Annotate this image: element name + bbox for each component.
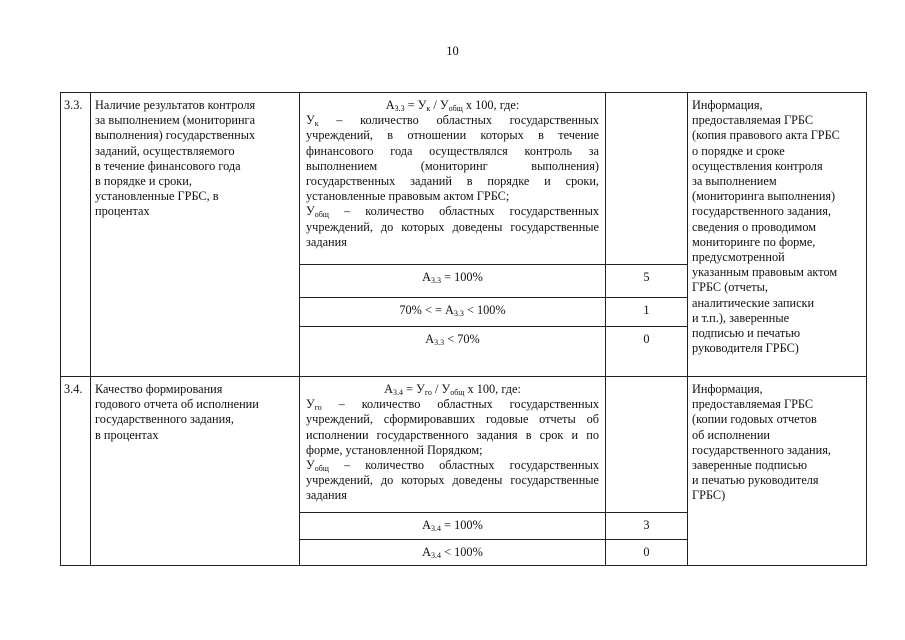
score-points: 5 [606,265,688,298]
condition-subscript: 3.3 [453,309,464,318]
score-points: 0 [606,540,688,566]
information-line: об исполнении [692,427,771,442]
score-condition [300,327,606,377]
formula-div: / У [430,98,449,112]
information-line: руководителя ГРБС) [692,341,799,356]
criterion-name [91,377,300,566]
criterion-row [61,93,867,265]
formula-div: / У [431,382,451,396]
formula-eq: = У [404,98,427,112]
criteria-table [60,92,867,566]
criterion-number: 3.4. [61,377,91,566]
information-line: (копия правового акта ГРБС [692,128,840,143]
condition-suffix: = 100% [441,270,483,284]
criterion-name-line: заданий, осуществляемого [95,143,235,158]
formula-definition [306,397,599,458]
information-line: (мониторинга выполнения) [692,189,836,204]
criterion-name-line: государственного задания, [95,412,234,427]
information-line: осуществления контроля [692,158,823,173]
score-condition [300,298,606,327]
condition-subscript: 3.3 [431,276,442,285]
definition-text: – количество областных государственных учреждений, до которых доведены государственные задания [306,458,599,503]
page-number: 10 [446,44,459,58]
information-line: и печатью руководителя [692,473,819,488]
criterion-name-line: в порядке и сроки, [95,174,192,189]
condition-symbol: А [425,332,435,346]
information-line: мониторинге по форме, [692,234,816,249]
formula-denominator-subscript: общ [450,388,465,397]
formula-lhs: А [385,98,395,112]
condition-symbol: А [444,303,454,317]
score-points: 0 [606,327,688,377]
score-condition [300,265,606,298]
definition-symbol: У [306,397,315,412]
formula-cell [300,377,606,513]
information-source [688,377,867,566]
score-condition [300,513,606,540]
formula-expression [306,382,599,397]
condition-symbol: А [422,270,432,284]
criterion-name-line: Качество формирования [95,382,223,396]
condition-prefix: 70% < = [399,303,445,317]
information-line: ГРБС (отчеты, [692,280,769,295]
information-line: предусмотренной [692,250,785,265]
definition-text: – количество областных государственных учреждений, до которых доведены государственные задания [306,204,599,249]
condition-suffix: < 100% [441,545,483,559]
formula-cell [300,93,606,265]
information-line: предоставляемая ГРБС [692,113,814,128]
information-line: государственного задания, [692,204,831,219]
definition-text: – количество областных государственных учреждений, сформировавших годовые отчеты об исполнении государственного задания в срок и по форме, установленной Порядком; [306,397,599,457]
criterion-name-line: в течение финансового года [95,158,241,173]
definition-symbol: У [306,113,315,128]
information-line: и т.п.), заверенные [692,310,790,325]
formula-lhs: А [384,382,394,396]
condition-symbol: А [422,545,432,559]
formula-definition [306,113,599,204]
score-points: 3 [606,513,688,540]
formula-numerator-subscript: к [426,104,431,113]
condition-symbol: А [422,518,432,532]
empty-score-cell [606,377,688,513]
formula-lhs-subscript: 3.3 [394,104,405,113]
formula-rest: х 100, где: [464,382,521,396]
formula-definition [306,204,599,250]
criterion-name-line: выполнения) государственных [95,128,256,143]
criterion-number: 3.3. [61,93,91,377]
information-line: указанным правовым актом [692,265,838,280]
criterion-name-line: годового отчета об исполнении [95,397,259,412]
formula-definition [306,458,599,504]
criterion-name-line: за выполнением (мониторинга [95,113,256,128]
information-line: предоставляемая ГРБС [692,397,814,412]
condition-subscript: 3.3 [434,338,445,347]
information-line: Информация, [692,382,763,396]
empty-score-cell [606,93,688,265]
criterion-row [61,377,867,513]
criterion-name-line: процентах [95,204,150,219]
definition-subscript: общ [314,210,329,220]
condition-suffix: = 100% [441,518,483,532]
information-line: ГРБС) [692,488,726,503]
condition-suffix: < 70% [444,332,480,346]
information-line: (копии годовых отчетов [692,412,817,427]
formula-expression [306,98,599,113]
score-condition [300,540,606,566]
criterion-name-line: в процентах [95,427,159,442]
condition-subscript: 3.4 [431,551,442,560]
definition-symbol: У [306,204,315,219]
formula-denominator-subscript: общ [448,104,463,113]
condition-subscript: 3.4 [431,524,442,533]
score-points: 1 [606,298,688,327]
criterion-name-line: установленные ГРБС, в [95,189,219,204]
condition-suffix: < 100% [463,303,506,317]
information-source [688,93,867,377]
information-line: государственного задания, [692,442,831,457]
definition-subscript: го [314,403,322,413]
information-line: о порядке и сроке [692,143,785,158]
information-line: заверенные подписью [692,458,808,473]
formula-lhs-subscript: 3.4 [393,388,404,397]
definition-subscript: общ [314,464,329,474]
definition-subscript: к [314,119,319,129]
criterion-name [91,93,300,377]
definition-text: – количество областных государственных учреждений, в отношении которых в течение финансового года осуществлялся контроль за выполнением (мониторинг выполнения) государственных заданий в порядке и сроки, установленные правовым актом ГРБС; [306,113,599,204]
information-line: сведения о проводимом [692,219,817,234]
information-line: аналитические записки [692,295,815,310]
criterion-name-line: Наличие результатов контроля [95,98,256,112]
formula-numerator-subscript: го [424,388,432,397]
formula-rest: х 100, где: [462,98,520,112]
definition-symbol: У [306,458,315,473]
formula-eq: = У [403,382,425,396]
information-line: подписью и печатью [692,326,800,341]
information-line: Информация, [692,98,763,112]
information-line: за выполнением [692,174,777,189]
